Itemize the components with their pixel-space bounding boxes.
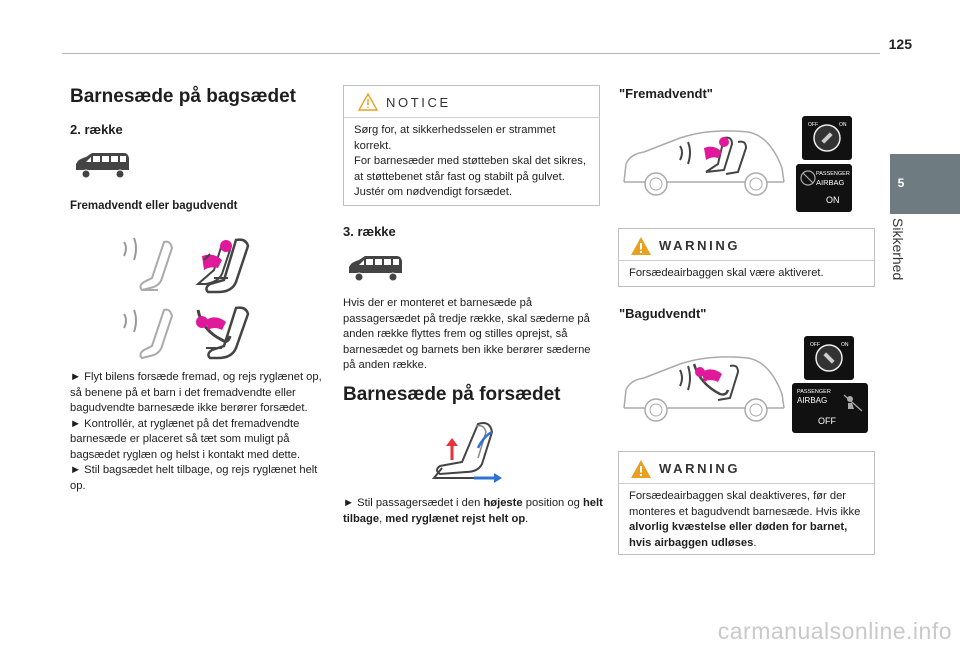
warning-title: WARNING	[659, 238, 741, 253]
warning-title: WARNING	[659, 461, 741, 476]
switch-on-label: ON	[841, 342, 849, 348]
warning-icon	[630, 236, 652, 256]
airbag-state-off: OFF	[818, 416, 836, 426]
instruction-item: ► Stil bagsædet helt tilbage, og rejs ryglænet helt op.	[70, 464, 318, 492]
passenger-airbag-panel-on	[796, 164, 852, 212]
switch-off-label: OFF	[810, 342, 820, 348]
airbag-key-switch-on	[802, 116, 852, 160]
notice-box	[343, 85, 600, 206]
instruction-item: ► Flyt bilens forsæde fremad, og rejs ryglænet op, så benene på et barn i det fremadvendte eller bagudvendte barnesæde ikke berører forsædet.	[70, 371, 322, 414]
seat-adjustment-illustration	[418, 418, 508, 486]
front-seat-instruction	[343, 496, 605, 527]
rear-seat-instructions	[70, 370, 322, 494]
warning-icon	[630, 459, 652, 479]
airbag-panel-line2: AIRBAG	[816, 178, 845, 187]
notice-icon	[357, 92, 379, 112]
switch-on-label: ON	[839, 122, 847, 128]
rear-facing-heading: "Bagudvendt"	[619, 306, 707, 321]
notice-body	[354, 123, 594, 201]
warning-text: Forsædeairbaggen skal være aktiveret.	[629, 267, 824, 279]
front-instruction-prefix: ► Stil passagersædet i den	[343, 497, 484, 509]
airbag-panel-line1: PASSENGER	[816, 171, 850, 177]
airbag-panel-line2: AIRBAG	[797, 396, 828, 405]
orientation-heading: Fremadvendt eller bagudvendt	[70, 200, 238, 212]
airbag-off-icon	[842, 393, 864, 413]
front-instruction-bold: helt tilbage	[343, 497, 603, 525]
airbag-off-icon	[799, 170, 817, 186]
warning-text	[629, 489, 869, 551]
chapter-label-wrap	[888, 218, 912, 298]
car-rear-facing-illustration	[620, 350, 788, 424]
rear-facing-rear-seat-illustration	[118, 300, 262, 362]
chapter-label: Sikkerhed	[890, 218, 906, 281]
front-instruction-bold: med ryglænet rejst helt op	[385, 512, 526, 525]
airbag-panel-line1: PASSENGER	[797, 389, 831, 395]
chapter-tab[interactable]	[890, 154, 960, 214]
row3-text: Hvis der er monteret et barnesæde på passagersædet på tredje række, skal sæderne på anden række flyttes frem og stilles oprejst, så barnesædet og barnets ben ikke berører sæderne på anden række.	[343, 297, 591, 371]
header-rule	[62, 53, 880, 54]
section-title-front-seat: Barnesæde på forsædet	[343, 384, 561, 405]
warning-divider	[619, 483, 874, 484]
switch-off-label: OFF	[808, 122, 818, 128]
forward-facing-heading: "Fremadvendt"	[619, 86, 713, 101]
notice-line: For barnesæder med støtteben skal det sikres, at støttebenet står fast og stabilt på gulvet. Justér om nødvendigt forsædet.	[354, 155, 586, 198]
front-instruction-mid: ,	[379, 512, 386, 525]
front-instruction-mid: position og	[522, 497, 583, 509]
watermark: carmanualsonline.info	[717, 618, 952, 644]
warning-box-airbag-on	[618, 228, 875, 287]
van-icon	[72, 150, 132, 180]
page-number: 125	[888, 36, 912, 52]
row3-heading: 3. række	[343, 224, 396, 239]
car-forward-facing-illustration	[620, 124, 788, 198]
instruction-item: ► Kontrollér, at ryglænet på det fremadvendte barnesæde er placeret så tæt som muligt på bagsædet ryglæn og helst i kontakt med dette.	[70, 417, 301, 461]
warning-text-bold: alvorlig kvæstelse eller døden for barnet, hvis airbaggen udløses	[629, 521, 848, 549]
forward-facing-rear-seat-illustration	[118, 234, 262, 296]
notice-title: NOTICE	[386, 95, 451, 110]
notice-line: Sørg for, at sikkerhedsselen er strammet korrekt.	[354, 124, 556, 152]
airbag-state-on: ON	[826, 195, 840, 205]
warning-text-prefix: Forsædeairbaggen skal deaktiveres, før der monteres et bagudvendt barnesæde. Hvis ikke	[629, 490, 861, 518]
front-instruction-bold: højeste	[483, 497, 523, 509]
airbag-key-switch-off	[804, 336, 854, 380]
warning-text-suffix: .	[753, 536, 757, 549]
van-icon	[345, 253, 405, 283]
section-title-rear-seat: Barnesæde på bagsædet	[70, 86, 296, 107]
key-switch-icon	[804, 336, 854, 380]
front-instruction-suffix: .	[525, 512, 529, 525]
notice-divider	[344, 117, 599, 118]
warning-box-airbag-off	[618, 451, 875, 555]
passenger-airbag-panel-off	[792, 383, 868, 433]
key-switch-icon	[802, 116, 852, 160]
row2-heading: 2. række	[70, 122, 123, 137]
chapter-number: 5	[897, 176, 905, 190]
warning-divider	[619, 260, 874, 261]
